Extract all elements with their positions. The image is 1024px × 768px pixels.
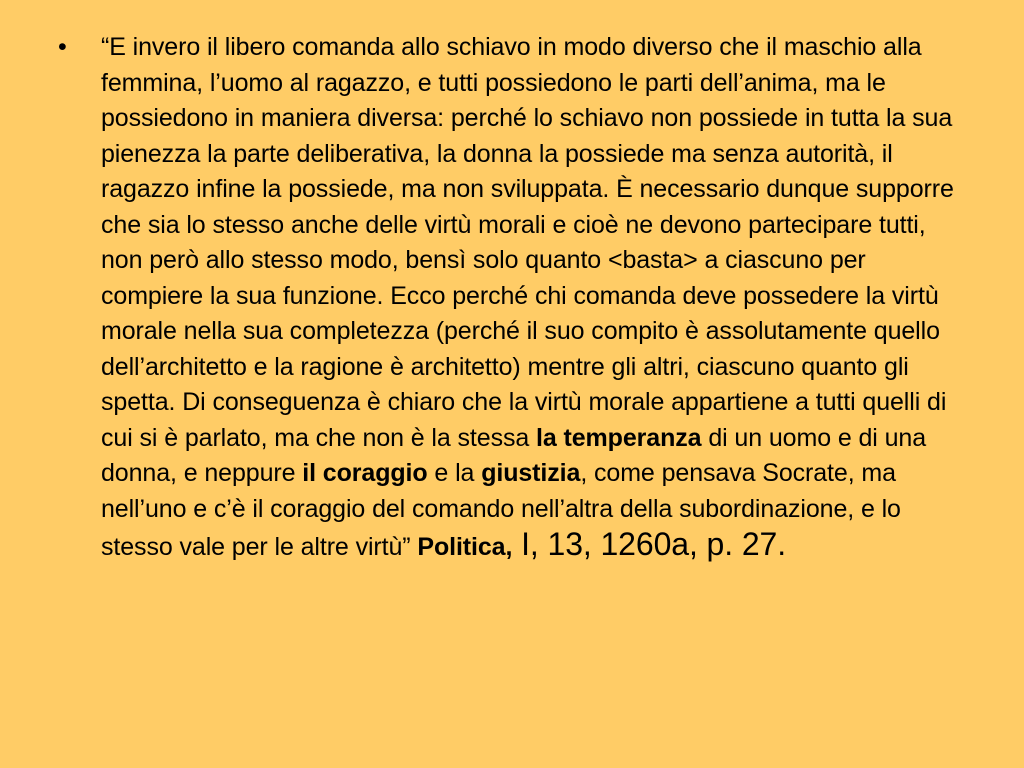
quote-text-4: , come pensava Socrate, ma nell’uno e c’è il coraggio del comando nell’altra della subordinazione, e lo stesso vale per le altre virtù” [101,459,901,561]
bullet-icon: • [58,33,67,61]
quote-text-1: “E invero il libero comanda allo schiavo in modo diverso che il maschio alla femmina, l’uomo al ragazzo, e tutti possiedono le parti dell’anima, ma le possiedono in maniera diversa: perché lo schiavo non possiede in tutta la sua pienezza la parte deliberativa, la donna la possiede ma senza autorità, il ragazzo infine la possiede, ma non sviluppata. È necessario dunque supporre che sia lo stesso anche delle virtù morali e cioè ne devono partecipare tutti, non però allo stesso modo, bensì solo quanto <basta> a ciascuno per compiere la sua funzione. Ecco perché chi comanda deve possedere la virtù morale nella sua completezza (perché il suo compito è assolutamente quello dell’architetto e la ragione è architetto) mentre gli altri, ciascuno quanto gli spetta. Di conseguenza è chiaro che la virtù morale appartiene a tutti quelli di cui si è parlato, ma che non è la stessa [101,33,954,452]
term-coraggio: il coraggio [302,459,428,487]
source-title: Politica, [417,533,513,561]
bullet-list [58,30,963,566]
term-giustizia: giustizia [481,459,581,487]
source-reference: I, 13, 1260a, p. 27. [512,526,787,562]
quote-bullet-item [58,30,963,566]
quote-text-2: di un uomo e di una donna, e neppure [101,423,927,487]
quote-text-3: e la [427,459,482,487]
term-temperanza: la temperanza [536,423,702,452]
